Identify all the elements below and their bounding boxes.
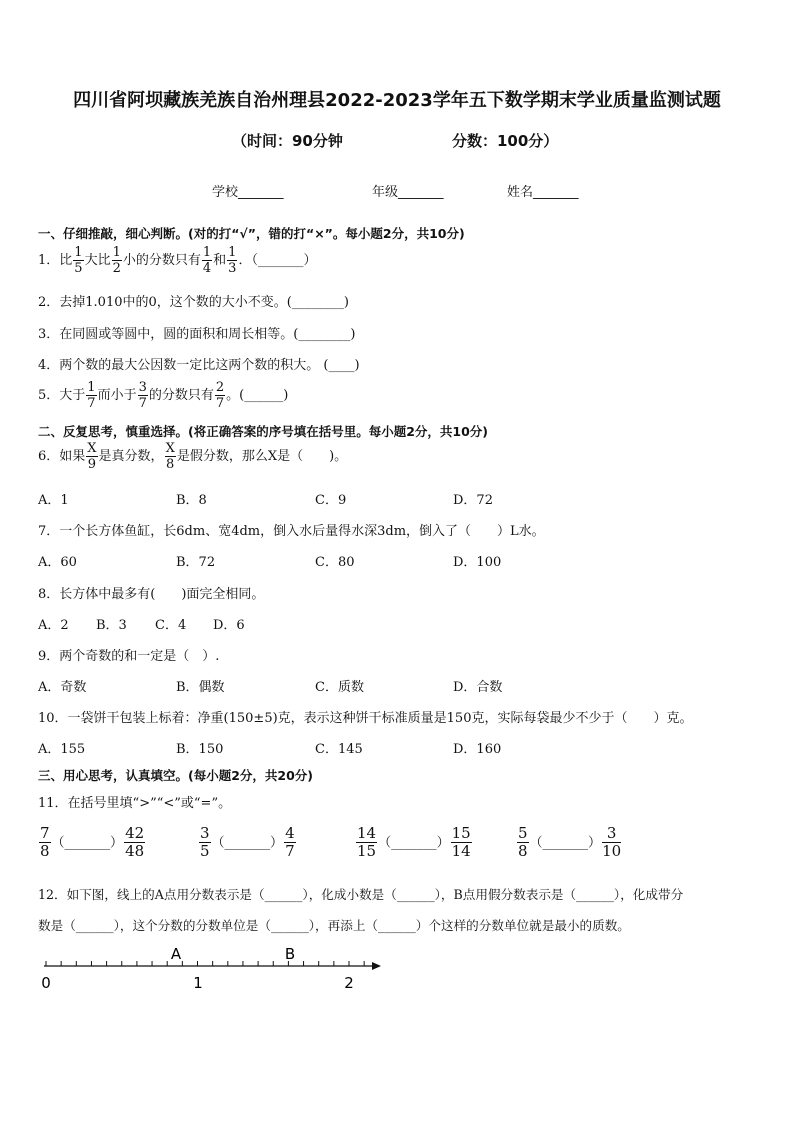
- q6-text-c: 是假分数，那么X是（ )。: [176, 449, 348, 464]
- question-9: 9．两个奇数的和一定是（ ）.: [38, 649, 220, 664]
- q7-option-b: B．72: [176, 555, 216, 570]
- q5-fraction-1: $\frac{1}{7}$: [87, 380, 96, 411]
- q5-text-d: 。(______): [226, 388, 289, 403]
- q5-fraction-3: $\frac{2}{7}$: [215, 380, 225, 411]
- q6-fraction-2: $\frac{X}{8}$: [165, 441, 175, 472]
- q1-text-e: ．（_______）: [238, 253, 317, 268]
- q6-text-a: 6．如果: [38, 449, 86, 464]
- question-1: [38, 246, 316, 275]
- q1-text-d: 和: [213, 253, 227, 268]
- question-10: 10．一袋饼干包装上标着：净重(150±5)克，表示这种饼干标准质量是150克，实际每袋最少不少于（ ）克。: [38, 711, 693, 726]
- q9-option-d: D．合数: [453, 680, 503, 695]
- tick-label-1: 1: [193, 974, 203, 992]
- question-12-line-2: 数是（______），这个分数的分数单位是（______），再添上（______）个这样的分数单位就是最小的质数。: [38, 918, 630, 933]
- q1-fraction-2: $\frac{1}{2}$: [112, 245, 121, 276]
- q5-fraction-2: $\frac{3}{7}$: [138, 380, 147, 411]
- grade-field: 年级_______: [372, 185, 444, 200]
- number-line-ticks: [46, 961, 364, 966]
- q10-option-c: C．145: [315, 742, 363, 757]
- name-field: 姓名_______: [507, 185, 579, 200]
- q7-option-d: D．100: [453, 555, 502, 570]
- q1-text-b: 大比: [84, 253, 111, 268]
- q1-fraction-1: $\frac{1}{5}$: [74, 245, 83, 276]
- q10-option-a: A．155: [38, 742, 86, 757]
- question-11: 11．在括号里填“>”“<”或“=”。: [38, 796, 232, 811]
- q6-fraction-1: $\frac{X}{9}$: [87, 441, 97, 472]
- arrow-head-icon: [372, 962, 381, 970]
- q1-text-c: 小的分数只有: [122, 253, 201, 268]
- q9-option-a: A．奇数: [38, 680, 87, 695]
- question-2: 2．去掉1.010中的0，这个数的大小不变。(________): [38, 295, 349, 310]
- compare-item-3: $\frac{14}{15}$ （_______） $\frac{15}{14}$: [357, 824, 471, 860]
- q7-option-c: C．80: [315, 555, 355, 570]
- question-7: 7．一个长方体鱼缸，长6dm、宽4dm，倒入水后量得水深3dm，倒入了（ ）L水。: [38, 524, 545, 539]
- tick-label-2: 2: [344, 974, 354, 992]
- section-3-heading: 三、用心思考，认真填空。(每小题2分，共20分): [38, 768, 314, 783]
- page-title: 四川省阿坝藏族羌族自治州理县2022-2023学年五下数学期末学业质量监测试题: [73, 90, 721, 111]
- q6-option-b: B．8: [176, 493, 207, 508]
- compare-item-2: $\frac{3}{5}$ （_______） $\frac{4}{7}$: [200, 824, 295, 860]
- compare-blank-1: （_______）: [51, 835, 124, 851]
- q7-option-a: A．60: [38, 555, 77, 570]
- q1-fraction-4: $\frac{1}{3}$: [228, 245, 237, 276]
- q6-option-d: D．72: [453, 493, 493, 508]
- compare-item-4: $\frac{5}{8}$ （_______） $\frac{3}{10}$: [518, 824, 622, 860]
- q8-option-d: D．6: [213, 618, 245, 633]
- q9-option-b: B．偶数: [176, 680, 225, 695]
- q5-text-c: 的分数只有: [148, 388, 214, 403]
- compare-blank-2: （_______）: [211, 835, 284, 851]
- question-12-line-1: 12．如下图，线上的A点用分数表示是（______），化成小数是（______），B点用假分数表示是（______），化成带分: [38, 887, 684, 902]
- section-2-heading: 二、反复思考，慎重选择。(将正确答案的序号填在括号里。每小题2分，共10分): [38, 424, 489, 439]
- question-5: [38, 381, 288, 410]
- q6-option-c: C．9: [315, 493, 347, 508]
- q5-text-a: 5．大于: [38, 388, 86, 403]
- compare-blank-4: （_______）: [529, 835, 602, 851]
- q8-option-c: C．4: [155, 618, 187, 633]
- point-a-label: A: [170, 945, 182, 963]
- tick-label-0: 0: [41, 974, 51, 992]
- question-6: [38, 442, 347, 471]
- school-field: 学校_______: [212, 185, 284, 200]
- compare-blank-3: （_______）: [378, 835, 450, 851]
- q5-text-b: 而小于: [97, 388, 137, 403]
- section-1-heading: 一、仔细推敲，细心判断。(对的打“√”，错的打“×”。每小题2分，共10分): [38, 226, 465, 241]
- q1-fraction-3: $\frac{1}{4}$: [202, 245, 212, 276]
- q9-option-c: C．质数: [315, 680, 364, 695]
- question-4: 4．两个数的最大公因数一定比这两个数的积大。 (____): [38, 358, 360, 373]
- number-line: [38, 940, 388, 995]
- exam-score: 分数：100分）: [452, 132, 559, 150]
- q8-option-b: B．3: [96, 618, 127, 633]
- q6-text-b: 是真分数，: [98, 449, 164, 464]
- compare-item-1: $\frac{7}{8}$ （_______） $\frac{42}{48}$: [40, 824, 145, 860]
- q10-option-d: D．160: [453, 742, 502, 757]
- q10-option-b: B．150: [176, 742, 224, 757]
- point-b-label: B: [284, 945, 296, 963]
- q6-option-a: A．1: [38, 493, 69, 508]
- exam-time: （时间：90分钟: [232, 132, 343, 150]
- question-8: 8．长方体中最多有( )面完全相同。: [38, 587, 265, 602]
- q1-text-a: 1．比: [38, 253, 73, 268]
- question-3: 3．在同圆或等圆中，圆的面积和周长相等。(________): [38, 327, 356, 342]
- q8-option-a: A．2: [38, 618, 69, 633]
